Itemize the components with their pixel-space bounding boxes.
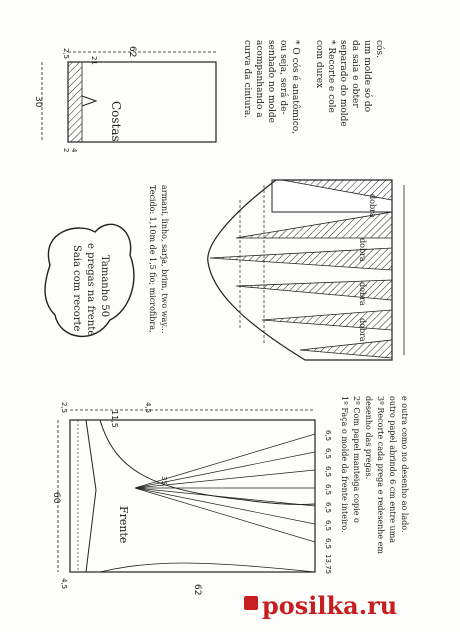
pleat-wedge-5: [262, 310, 392, 330]
front-piece-label: Frente: [117, 506, 130, 544]
note-right-3: senhado no molde: [266, 40, 276, 123]
fold-label-1: dobra: [368, 194, 377, 218]
front-dim-top: 2,5: [60, 402, 68, 414]
title-line-2: e pregas na frente: [85, 243, 96, 337]
front-dim-angle: 35: [160, 476, 168, 485]
instruction-5: outro papel abrindo 6 cm entre uma: [388, 396, 397, 544]
back-piece-label: Costas: [109, 101, 123, 142]
spread-pleat-piece: [208, 180, 404, 360]
note-right-11: cós.: [374, 40, 384, 58]
fold-label-4: dobra: [358, 318, 367, 342]
instruction-1: 1º Faça o molde da frente inteiro.: [340, 396, 349, 533]
note-right-9: da saia e obter: [350, 40, 360, 108]
note-right-1: * O cós é anatômico,: [290, 40, 300, 135]
yoke-curve: [100, 420, 315, 505]
pleat-num-8: 13,75: [324, 554, 332, 575]
front-dim-width: 60: [51, 492, 61, 504]
notes-right-block: [242, 40, 385, 134]
back-dim-length: 62: [127, 46, 137, 58]
instruction-4: 3º Recorte cada prega e redesenhe em: [376, 396, 385, 554]
pleat-num-5: 6,5: [324, 502, 332, 514]
note-right-7: com durex: [314, 40, 324, 89]
instruction-6: e outra como no desenho ao lado.: [400, 396, 409, 533]
pleat-wedge-4: [236, 280, 392, 300]
front-pattern-piece: [51, 402, 332, 595]
instruction-2: 2º Com papel manteiga copie o: [352, 396, 361, 523]
back-dart: [82, 96, 96, 106]
back-dim-top: 2,5: [62, 48, 70, 60]
fabric-line-1: Tecido: 1,10m de 1,5 fio; microfibra,: [148, 185, 157, 333]
back-dim-small-b: 4: [70, 148, 78, 153]
note-right-5: curva da cintura.: [242, 40, 252, 119]
pleat-num-7: 6,5: [324, 538, 332, 550]
note-right-2: ou seja, será de-: [278, 40, 288, 115]
title-bubble: [45, 224, 134, 336]
watermark-logo-icon: [244, 596, 258, 610]
fabric-line-2: armani, linho, sarja, brim, two way...: [160, 185, 169, 334]
front-dim-length: 62: [192, 584, 202, 596]
front-piece-outline: [70, 420, 315, 572]
pleat-num-1: 6,5: [324, 430, 332, 442]
fold-label-3: dobra: [358, 282, 367, 306]
note-right-10: um molde só do: [362, 40, 372, 113]
pleat-num-6: 6,5: [324, 520, 332, 532]
title-line-1: Saia com recorte: [71, 245, 82, 332]
pleat-num-4: 6,5: [324, 484, 332, 496]
watermark: [244, 591, 397, 620]
note-right-6: * Recorte e cole: [326, 40, 336, 113]
note-right-8: separado do molde: [338, 40, 348, 127]
front-dim-yoke: 11,5: [110, 410, 119, 428]
back-dim-width: 30: [33, 96, 43, 108]
back-piece-outline: [68, 62, 216, 142]
title-line-3: Tamanho 50: [99, 255, 110, 318]
front-dim-side-b: 4,5: [60, 578, 68, 590]
front-waistband: [70, 420, 96, 572]
fold-label-2: dobra: [358, 238, 367, 262]
back-pattern-piece: [33, 46, 216, 153]
instructions-block: [340, 396, 409, 554]
pleat-num-2: 6,5: [324, 448, 332, 460]
instruction-3: desenho das pregas.: [364, 396, 373, 480]
pleat-wedge-6: [300, 340, 392, 358]
back-dim-small-a: 2: [62, 148, 70, 153]
pleat-num-3: 6,5: [324, 466, 332, 478]
watermark-text: posilka.ru: [262, 591, 398, 620]
front-dim-side-a: 4,5: [144, 402, 152, 414]
fabric-note: [148, 185, 169, 333]
note-right-4: acompanhando a: [254, 40, 264, 118]
back-waistband-hatch: [68, 62, 82, 142]
back-dim-side: 21: [90, 56, 98, 65]
